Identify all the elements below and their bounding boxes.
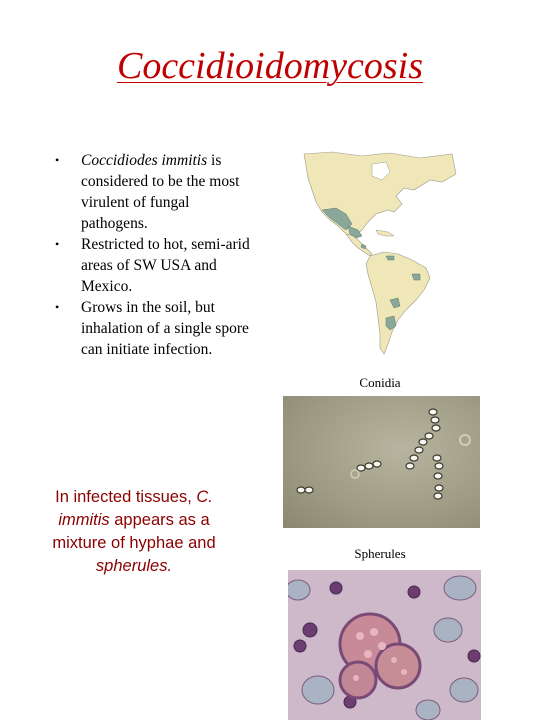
- conidia-chains: [283, 396, 480, 528]
- spherules-cells: [288, 570, 481, 720]
- bullet-marker: •: [55, 153, 60, 167]
- bullet-text: Restricted to hot, semi-arid areas of SW USA and Mexico.: [81, 236, 250, 295]
- bullet-marker: •: [55, 300, 60, 314]
- caption-species: C. immitis: [58, 488, 213, 529]
- bullet-marker: •: [55, 237, 60, 251]
- caption-text: In infected tissues,: [55, 488, 197, 506]
- caption-text: appears as a mixture of hyphae and: [52, 511, 216, 552]
- bullet-list: [52, 150, 252, 360]
- spherules-label: Spherules: [354, 546, 406, 561]
- conidia-micrograph: [283, 396, 480, 528]
- bullet-text: is considered to be the most virulent of fungal pathogens.: [81, 152, 240, 232]
- bullet-item-infection: [52, 297, 252, 360]
- spherules-micrograph: [288, 570, 481, 720]
- conidia-label: Conidia: [359, 375, 401, 390]
- bullet-text: Grows in the soil, but inhalation of a single spore can initiate infection.: [81, 299, 249, 358]
- bullet-item-virulence: [52, 150, 252, 234]
- americas-map: [302, 150, 458, 360]
- tissue-caption: [34, 486, 234, 578]
- bullet-item-range: [52, 234, 252, 297]
- page-title: Coccidioidomycosis: [116, 45, 424, 87]
- caption-spherules: spherules.: [95, 557, 173, 575]
- species-name: Coccidiodes immitis: [81, 152, 208, 169]
